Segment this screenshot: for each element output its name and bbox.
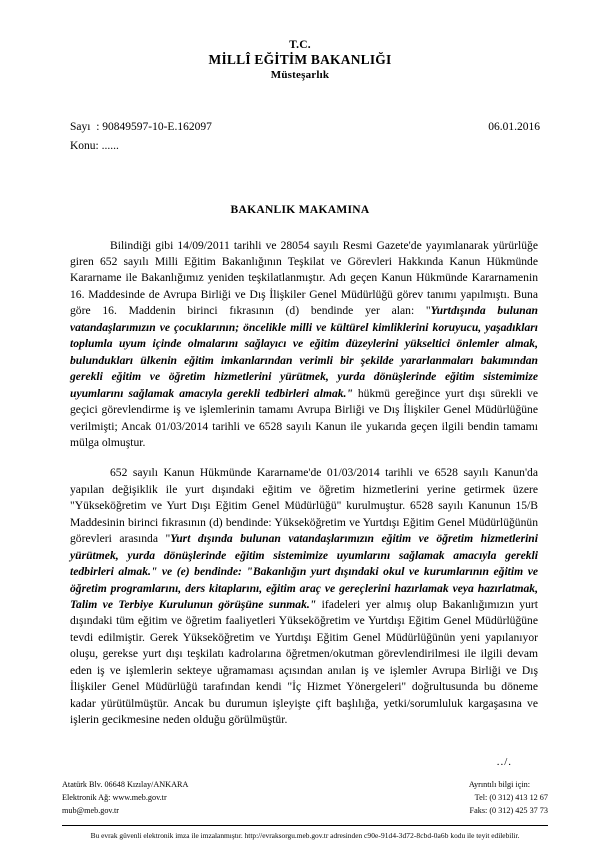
paragraph-2-intro: 652 sayılı Kanun Hükmünde Kararname'de 01/03/2014 tarihli ve 6528 sayılı Kanun'da yapılan değişiklik ile yurt dışındaki eğitim ve öğretim hizmetlerini yerine getirmek üzere "Yükseköğretim ve Yurt Dışı Eğitim Genel Müdürlüğü" kurulmuştur. 6528 sayılı Kanunun 15/B Maddesinin birinci fıkrasının (d) bendinde: Yükseköğretim ve Yurtdışı Eğitim Genel Müdürlüğünün görevleri arasında " bbox=[70, 466, 538, 546]
letterhead-republic: T.C. bbox=[289, 39, 311, 51]
verify-suffix: kodu ile teyit edilebilir. bbox=[448, 830, 520, 840]
reference-sayi-value: 90849597-10-E.162097 bbox=[102, 120, 212, 133]
letterhead-ministry: MİLLÎ EĞİTİM BAKANLIĞI bbox=[208, 52, 392, 68]
verify-code: c90e-91d4-3d72-8cbd-0a6b bbox=[364, 830, 449, 840]
footer-columns bbox=[62, 778, 548, 818]
paragraph-1 bbox=[70, 238, 538, 452]
footer-divider bbox=[62, 825, 548, 826]
footer-info-label: Ayrıntılı bilgi için: bbox=[468, 779, 530, 789]
paragraph-2 bbox=[70, 465, 538, 728]
reference-row-sayi bbox=[70, 119, 540, 137]
reference-date: 06.01.2016 bbox=[488, 120, 540, 133]
document-heading: BAKANLIK MAKAMINA bbox=[230, 203, 370, 216]
footer-website[interactable]: Elektronik Ağ: www.meb.gov.tr bbox=[62, 793, 167, 803]
paragraph-1-outro: hükmü gereğince yurt dışı sürekli ve geçici görevlendirme iş ve işlemlerinin tamamı Avrupa Birliği ve Dış İlişkiler Genel Müdürlüğüne verilmişti; Ancak 01/03/2014 tarihli ve 6528 sayılı Kanun ile yukarıda geçen ilgili bendin tamamı mülga olmuştur. bbox=[70, 386, 538, 449]
page-continuation-marker: ../. bbox=[496, 756, 512, 768]
footer-fax: Faks: (0 312) 425 37 73 bbox=[469, 806, 548, 816]
document-footer bbox=[0, 778, 600, 849]
letterhead bbox=[0, 0, 600, 83]
paragraph-2-quote: Yurt dışında bulunan vatandaşlarımızın eğitim ve öğretim hizmetlerini yürütmek, yurda dönüşlerinde eğitim sistemimize uyumlarını sağlamak amacıyla gerekli tedbirleri almak." ve (e) bendinde: "Bakanlığın yurt dışındaki okul ve kurumlarının eğitim ve öğretim programlarını, ders kitaplarını, eğitim araç ve gereçlerini hazırlamak veya hazırlatmak, Talim ve Terbiye Kurulunun görüşüne sunmak." bbox=[70, 532, 538, 612]
reference-konu-label: Konu: bbox=[70, 139, 102, 152]
reference-sayi bbox=[70, 119, 212, 137]
paragraph-1-quote: Yurtdışında bulunan vatandaşlarımızın ve çocuklarının; öncelikle milli ve kültürel kimliklerini koruyucu, yaşadıkları toplumla uyum içinde olmalarını sağlayıcı ve eğitim düzeylerini yükseltici önlemler almak, bulundukları ülkenin eğitim imkanlarından verimli bir şekilde yararlanmaları bakımından gerekli eğitim ve öğretim hizmetlerini yürütmek, yurda dönüşlerinde eğitim sistemimize uyumlarını sağlamak amacıyla gerekli tedbirleri almak." bbox=[70, 304, 539, 400]
footer-contact-right bbox=[469, 778, 548, 818]
paragraph-1-intro: Bilindiği gibi 14/09/2011 tarihli ve 28054 sayılı Resmi Gazete'de yayımlanarak yürürlüğe giren 652 sayılı Milli Eğitim Bakanlığının Teşkilat ve Görevleri Hakkında Kanun Hükmünde Kararname ile Bakanlığımız yeniden teşkilatlanmıştır. Adı geçen Kanun Hükmünde Kararnamenin 16. Maddesinde de Avrupa Birliği ve Dış İlişkiler Genel Müdürlüğü görev tanımı yapılmıştı. Buna göre 16. Maddenin birinci fıkrasının (d) bendinde yer alan: " bbox=[70, 238, 538, 318]
reference-row-konu bbox=[70, 138, 540, 156]
footer-phone: Tel: (0 312) 413 12 67 bbox=[474, 793, 548, 803]
verify-prefix: Bu evrak güvenli elektronik imza ile imzalanmıştır. http://evraksorgu.meb.gov.tr adresinden bbox=[90, 830, 365, 840]
reference-sayi-label: Sayı : bbox=[70, 120, 103, 133]
footer-contact-left bbox=[62, 778, 188, 818]
reference-block bbox=[0, 119, 600, 156]
footer-address: Atatürk Blv. 06648 Kızılay/ANKARA bbox=[62, 779, 189, 789]
letterhead-unit: Müsteşarlık bbox=[270, 69, 330, 82]
reference-konu-value: ...... bbox=[101, 139, 119, 152]
electronic-signature-notice bbox=[62, 831, 548, 841]
document-body bbox=[0, 238, 600, 729]
footer-email[interactable]: mub@meb.gov.tr bbox=[62, 806, 120, 816]
paragraph-2-outro: ifadeleri yer almış olup Bakanlığımızın yurt dışındaki tüm eğitim ve öğretim faaliyetleri Yükseköğretim ve Yurtdışı Eğitim Genel Müdürlüğüne tevdi edilmiştir. Gerek Yükseköğretim ve Yurtdışı Eğitim Genel Müdürlüğünün yeni yapılanıyor oluşu, gerekse yurt dışı teşkilatı kadrolarına öğretmen/okutman görevlendirilmesi ile ilgili devam eden iş ve işlemlerin sekteye uğramaması açısından anılan iş ve işlemler Avrupa Birliği ve Dış İlişkiler Genel Müdürlüğü tarafından kendi "İç Hizmet Yönergeleri" doğrultusunda bu döneme kadar yürütülmüştür. Ancak bu durumun işleyişte çift başlılığa, yetki/sorumluluk kargaşasına ve işlerin gecikmesine neden olduğu görülmüştür. bbox=[70, 598, 538, 727]
